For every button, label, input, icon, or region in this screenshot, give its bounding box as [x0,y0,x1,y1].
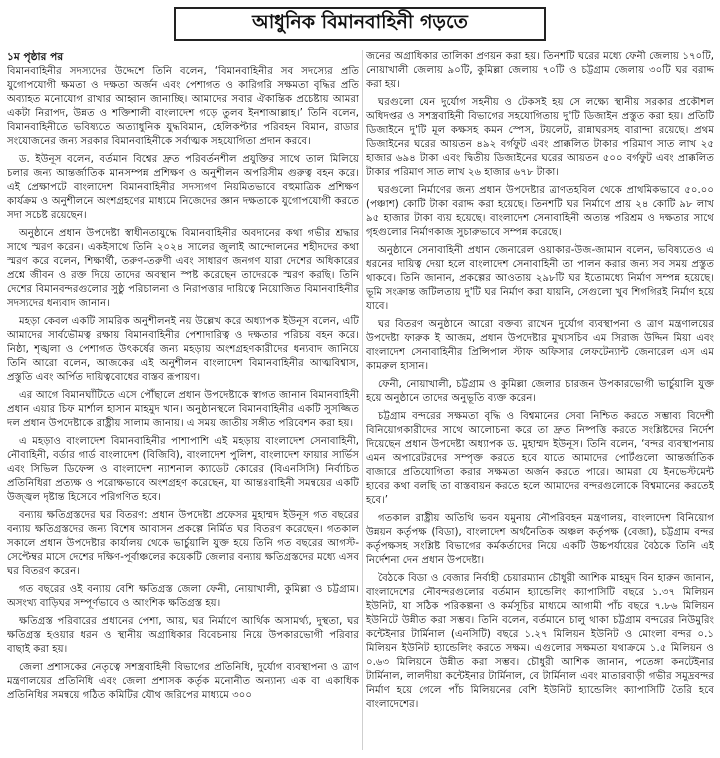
paragraph: বন্যায় ক্ষতিগ্রস্তদের ঘর বিতরণ: প্রধান উপদেষ্টা প্রফেসর মুহাম্মদ ইউনূস গত বছরের বন্যায় ক্ষতিগ্রস্তদের জন্য বিশেষ আবাসন প্রকল্পে নির্মিত ঘর বিতরণ করেছেন। গতকাল সকালে প্রধান উপদেষ্টার কার্যালয় থেকে ভার্চুয়ালি যুক্ত হয়ে তিনি গত বছরের আগস্ট-সেপ্টেম্বর মাসে দেশের দক্ষিণ-পূর্বাঞ্চলের কয়েকটি জেলার বন্যায় ক্ষতিগ্রস্তদের মধ্যে এসব ঘর বিতরণ করেন। [7,510,359,577]
headline: আধুনিক বিমানবাহিনী গড়তে [174,7,546,41]
paragraph: অনুষ্ঠানে সেনাবাহিনী প্রধান জেনারেল ওয়াকার-উজ-জামান বলেন, ভবিষ্যতেও এ ধরনের দায়িত্ব দেয়া হলে বাংলাদেশ সেনাবাহিনী তা পালন করার জন্য সব সময় প্রস্তুত থাকবে। তিনি জানান, প্রকল্পের আওতায় ২৯৮টি ঘর ইতোমধ্যে নির্মাণ সম্পন্ন হয়েছে। ভূমি সংক্রান্ত জটিলতায় দু'টি ঘর নির্মাণ করা যায়নি, সেগুলো খুব শিগগিরই নির্মাণ হয়ে যাবে। [366,245,714,312]
paragraph: এ মহড়াও বাংলাদেশ বিমানবাহিনীর পাশাপাশি এই মহড়ায় বাংলাদেশ সেনাবাহিনী, নৌবাহিনী, বর্ডার গার্ড বাংলাদেশ (বিজিবি), বাংলাদেশ পুলিশ, বাংলাদেশ ফায়ার সার্ভিস এবং সিভিল ডিফেন্স ও বাংলাদেশ ন্যাশনাল ক্যাডেট কোরের (বিএনসিসি) নির্বাচিত প্রতিনিধিরা প্রত্যক্ষ ও পরোক্ষভাবে অংশগ্রহণ করেছেন, যা আন্তঃবাহিনী সমন্বয়ের একটি উজ্জ্বল দৃষ্টান্ত হিসেবে পরিগণিত হবে। [7,436,359,503]
paragraph: গতকাল রাষ্ট্রীয় অতিথি ভবন যমুনায় নৌপরিবহন মন্ত্রণালয়, বাংলাদেশ বিনিয়োগ উন্নয়ন কর্তৃপক্ষ (বিডা), বাংলাদেশ অর্থনৈতিক অঞ্চল কর্তৃপক্ষ (বেজা), চট্টগ্রাম বন্দর কর্তৃপক্ষসহ সংশ্লিষ্ট বিভাগের কর্মকর্তাদের নিয়ে একটি উচ্চপর্যায়ের বৈঠকে তিনি এই নির্দেশনা দেন প্রধান উপদেষ্টা। [366,513,714,566]
paragraph: ঘরগুলো যেন দুর্যোগ সহনীয় ও টেকসই হয় সে লক্ষ্যে স্থানীয় সরকার প্রকৌশল অধিদপ্তর ও সশস্ত্রবাহিনী বিভাগের সহযোগিতায় দু'টি ডিজাইন প্রস্তুত করা হয়। প্রতিটি ডিজাইনে দু'টি মূল কক্ষসহ কমন স্পেস, টয়লেট, রান্নাঘরসহ বারান্দা রয়েছে। প্রথম ডিজাইনের ঘরের আয়তন ৪৯২ বর্গফুট এবং প্রাক্কলিত টাকার পরিমাণ সাত লাখ ২৫ হাজার ৬৯৪ টাকা এবং দ্বিতীয় ডিজাইনের ঘরের আয়তন ৫০০ বর্গফুট এবং প্রাক্কলিত টাকার পরিমাণ সাত লাখ ২৬ হাজার ৬৭৮ টাকা। [366,97,714,178]
continued-label: ১ম পৃষ্ঠার পর [7,51,64,63]
paragraph: ক্ষতিগ্রস্ত পরিবারের প্রধানের পেশা, আয়, ঘর নির্মাণে আর্থিক অসামর্থ্য, দুস্থতা, ঘর ক্ষতিগ্রস্ত হওয়ার ধরন ও স্থানীয় অগ্রাধিকার বিবেচনায় নিয়ে উপকারভোগী পরিবার বাছাই করা হয়। [7,616,359,655]
paragraph: ঘরগুলো নির্মাণের জন্য প্রধান উপদেষ্টার ত্রাণতহবিল থেকে প্রাথমিকভাবে ৫০.০০ (পঞ্চাশ) কোটি টাকা বরাদ্দ করা হয়েছে। তিনশটি ঘর নির্মাণে প্রায় ২৪ কোটি ৯৮ লাখ ৯৫ হাজার টাকা ব্যয় হয়েছে। বাংলাদেশ সেনাবাহিনী অত্যন্ত পরিশ্রম ও দক্ষতার সাথে গৃহগুলোর নির্মাণকাজ সুচারুভাবে সম্পন্ন করেছে। [366,185,714,238]
paragraph: জেলা প্রশাসকের নেতৃত্বে সশস্ত্রবাহিনী বিভাগের প্রতিনিধি, দুর্যোগ ব্যবস্থাপনা ও ত্রাণ মন্ত্রণালয়ের প্রতিনিধি এবং জেলা প্রশাসক কর্তৃক মনোনীত অন্যান্য এক বা একাধিক প্রতিনিধির সমন্বয়ে গঠিত কমিটির যৌথ জরিপের মাধ্যমে ৩০০ [7,662,359,701]
paragraph: অনুষ্ঠানে প্রধান উপদেষ্টা স্বাধীনতাযুদ্ধে বিমানবাহিনীর অবদানের কথা গভীর শ্রদ্ধার সাথে স্মরণ করেন। একইসাথে তিনি ২০২৪ সালের জুলাই আন্দোলনের শহীদদের কথা স্মরণ করে বলেন, শিক্ষার্থী, তরুণ-তরুণী এবং সাধারণ জনগণ যারা দেশের অধিকারের প্রশ্নে জীবন ও রক্ত দিয়ে তাদের অবস্থান স্পষ্ট করেছেন তাদেরকে স্মরণ করছি। তিনি দেশের বিমানবন্দরগুলোর সুষ্ঠু পরিচালনা ও নিরাপত্তার দায়িত্বে নিয়োজিত বিমানবাহিনীর সদস্যদের ধন্যবাদ জানান। [7,228,359,309]
paragraph: চট্টগ্রাম বন্দরের সক্ষমতা বৃদ্ধি ও বিশ্বমানের সেবা নিশ্চিত করতে সম্ভাব্য বিদেশী বিনিয়োগকারীদের সাথে আলোচনা করে তা দ্রুত নিষ্পত্তি করতে সংশ্লিষ্টদের নির্দেশ দিয়েছেন প্রধান উপদেষ্টা অধ্যাপক ড. মুহাম্মদ ইউনূস। তিনি বলেন, ‘বন্দর ব্যবস্থাপনায় এমন অপারেটরদের সম্পৃক্ত করতে হবে যাতে আমাদের পোর্টগুলো আন্তর্জাতিক বাজারে প্রতিযোগিতা করার সক্ষমতা অর্জন করতে পারে। আমরা যে ইনভেস্টমেন্ট হাবের কথা বলছি তা বাস্তবায়ন করতে হলে আমাদের বন্দরগুলোকে বিশ্বমানের করতেই হবে।’ [366,411,714,506]
paragraph: এর আগে বিমানঘাঁটিতে এসে পৌঁছালে প্রধান উপদেষ্টাকে স্বাগত জানান বিমানবাহিনী প্রধান এয়ার চিফ মার্শাল হাসান মাহমুদ খান। অনুষ্ঠানস্থলে বিমানবাহিনীর একটি সুসজ্জিত দল প্রধান উপদেষ্টাকে রাষ্ট্রীয় সালাম জানায়। এ সময় জাতীয় সঙ্গীত পরিবেশন করা হয়। [7,390,359,429]
right-column [366,50,714,754]
paragraph: ঘর বিতরণ অনুষ্ঠানে আরো বক্তব্য রাখেন দুর্যোগ ব্যবস্থাপনা ও ত্রাণ মন্ত্রণালয়ের উপদেষ্টা ফারুক ই আজম, প্রধান উপদেষ্টার মুখ্যসচিব এম সিরাজ উদ্দিন মিয়া এবং বাংলাদেশ সেনাবাহিনীর প্রিন্সিপাল স্টাফ অফিসার লেফটেন্যান্ট জেনারেল এস এম কামরুল হাসান। [366,319,714,372]
paragraph: জনের অগ্রাধিকার তালিকা প্রণয়ন করা হয়। তিনশটি ঘরের মধ্যে ফেনী জেলায় ১৭০টি, নোয়াখালী জেলায় ৯০টি, কুমিল্লা জেলায় ৭০টি ও চট্টগ্রাম জেলায় ৩০টি ঘর বরাদ্দ করা হয়। [366,51,714,90]
paragraph: বৈঠকে বিডা ও বেজার নির্বাহী চেয়ারম্যান চৌধুরী আশিক মাহমুদ বিন হারুন জানান, বাংলাদেশের নৌবন্দরগুলোর বর্তমান হ্যান্ডেলিং ক্যাপাসিটি বছরে ১.৩৭ মিলিয়ন ইউনিট, যা সঠিক পরিকল্পনা ও কর্মসূচির মাধ্যমে আগামী পাঁচ বছরে ৭.৮৬ মিলিয়ন ইউনিটে উন্নীত করা সম্ভব। তিনি বলেন, বর্তমানে চালু থাকা চট্টগ্রাম বন্দরের নিউমুরিং কন্টেইনার টার্মিনাল (এনসিটি) বছরে ১.২৭ মিলিয়ন ইউনিট ও মোংলা বন্দর ০.১ মিলিয়ন ইউনিট হ্যান্ডেলিং করতে সক্ষম। এগুলোর সক্ষমতা যথাক্রমে ১.৫ মিলিয়ন ও ০.৬৩ মিলিয়নে উন্নীত করা সম্ভব। চৌধুরী আশিক জানান, পতেঙ্গা কনটেইনার টার্মিনাল, লালদীয়া কন্টেইনার টার্মিনাল, বে টার্মিনাল এবং মাতারবাড়ী গভীর সমুদ্রবন্দর নির্মাণ হয়ে গেলে পাঁচ মিলিয়নের বেশি ইউনিট হ্যান্ডেলিং ক্যাপাসিটি তৈরি হবে বাংলাদেশের। [366,573,714,710]
paragraph: মহড়া কেবল একটি সামরিক অনুশীলনই নয় উল্লেখ করে অধ্যাপক ইউনূস বলেন, এটি আমাদের সার্বভৌমত্ব রক্ষায় বিমানবাহিনীর পেশাদারিত্ব ও দক্ষতার পরিচয় বহন করে। নিষ্ঠা, শৃঙ্খলা ও পেশাগত উৎকর্ষের জন্য মহড়ায় অংশগ্রহণকারীদের ধন্যবাদ জানিয়ে তিনি আরো বলেন, আজকের এই অনুশীলন বাংলাদেশ বিমানবাহিনীর আত্মবিশ্বাস, প্রস্তুতি এবং অর্পিত দায়িত্ববোধের বাস্তব রূপায়ণ। [7,316,359,383]
paragraph: গত বছরের ওই বন্যায় বেশি ক্ষতিগ্রস্ত জেলা ফেনী, নোয়াখালী, কুমিল্লা ও চট্টগ্রাম। অসংখ্য বাড়িঘর সম্পূর্ণভাবে ও আংশিক ক্ষতিগ্রস্ত হয়। [7,584,359,609]
paragraph: বিমানবাহিনীর সদস্যদের উদ্দেশে তিনি বলেন, ‘বিমানবাহিনীর সব সদস্যের প্রতি যুগোপযোগী ক্ষমতা ও দক্ষতা অর্জন এবং পেশাগত ও কারিগরি সক্ষমতা বৃদ্ধির প্রতি অব্যাহত মনোযোগ রাখার আহ্বান জানাচ্ছি। আমাদের সবার ঐকান্তিক প্রচেষ্টায় আমরা একটা নিরাপদ, উন্নত ও শক্তিশালী বাংলাদেশ গড়ে তুলব ইনশাআল্লাহ।’ তিনি বলেন, বিমানবাহিনীতে ভবিষ্যতে অত্যাধুনিক যুদ্ধবিমান, হেলিকপ্টার পরিবহন বিমান, রাডার সংযোজনের জন্য সরকার বিমানবাহিনীকে সর্বাত্মক সহযোগিতা প্রদান করবে। [7,66,359,147]
left-column [7,50,359,754]
paragraph: ফেনী, নোয়াখালী, চট্টগ্রাম ও কুমিল্লা জেলার চারজন উপকারভোগী ভার্চুয়ালি যুক্ত হয়ে অনুষ্ঠানে তাদের অনুভূতি ব্যক্ত করেন। [366,379,714,404]
column-divider [362,50,363,750]
paragraph: ড. ইউনূস বলেন, বর্তমান বিশ্বের দ্রুত পরিবর্তনশীল প্রযুক্তির সাথে তাল মিলিয়ে চলার জন্য আন্তর্জাতিক মানসম্পন্ন প্রশিক্ষণ ও অনুশীলন অপরিসীম গুরুত্ব বহন করে। এই প্রেক্ষাপটে বাংলাদেশ বিমানবাহিনীর সদস্যগণ নিয়মিতভাবে বহুমাত্রিক প্রশিক্ষণ কার্যক্রম ও অনুশীলনে অংশগ্রহণের মাধ্যমে নিজেদের জ্ঞান দক্ষতাকে যুগোপযোগী করতে সদা সচেষ্ট রয়েছেন। [7,154,359,221]
